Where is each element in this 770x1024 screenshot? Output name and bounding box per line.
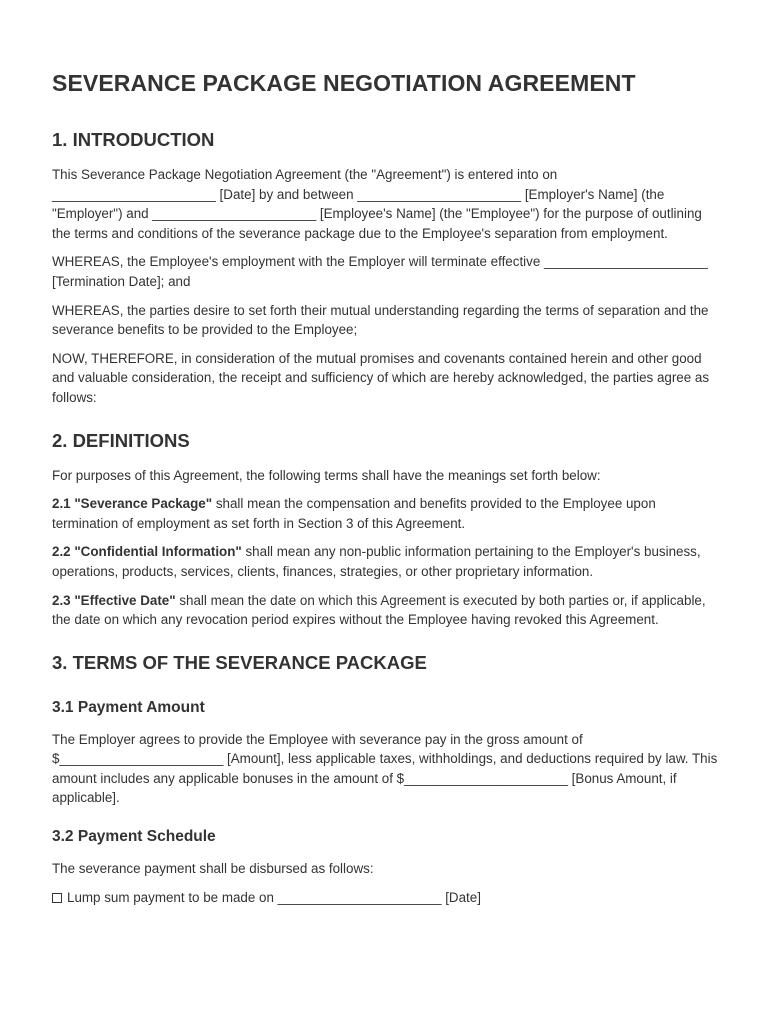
section-heading-introduction: 1. INTRODUCTION (52, 129, 215, 150)
definition-term: 2.1 "Severance Package" (52, 496, 213, 512)
introduction-paragraph: This Severance Package Negotiation Agreement (the "Agreement") is entered into on ______________________ [Date] by and between ______________________ [Employer's Name] (the "Employer") and ______________________ [Employee's Name] (the "Employee") for the purpose of outlining the terms and conditions of the severance package due to the Employee's separation from employment. (52, 167, 702, 241)
payment-amount-paragraph: The Employer agrees to provide the Employee with severance pay in the gross amount of $______________________ [Amount], less applicable taxes, withholdings, and deductions required by law. This amount includes any applicable bonuses in the amount of $______________________ [Bonus Amount, if applicable]. (52, 731, 718, 806)
now-therefore-paragraph: NOW, THEREFORE, in consideration of the mutual promises and covenants contained herein and other good and valuable consideration, the receipt and sufficiency of which are hereby acknowledged, the parties agree as follows: (52, 350, 710, 405)
section-heading-terms: 3. TERMS OF THE SEVERANCE PACKAGE (52, 651, 427, 673)
definition-term: 2.2 "Confidential Information" (52, 544, 242, 560)
document-page (52, 70, 722, 907)
definition-severance-package (52, 494, 722, 533)
definition-confidential-information (52, 542, 722, 581)
lump-sum-option (52, 888, 722, 908)
definitions-intro: For purposes of this Agreement, the following terms shall have the meanings set forth below: (52, 467, 601, 483)
definition-text: shall mean the date on which this Agreement is executed by both parties or, if applicable, the date on which any revocation period expires without the Employee having revoked this Agreement. (52, 592, 706, 628)
definition-text: shall mean any non-public information pertaining to the Employer's business, operations, products, services, clients, finances, strategies, or other proprietary information. (52, 544, 701, 579)
definition-effective-date (52, 591, 722, 630)
definition-term: 2.3 "Effective Date" (52, 592, 176, 608)
lump-sum-option-label: Lump sum payment to be made on ______________________ [Date] (67, 889, 481, 905)
subsection-heading-payment-schedule: 3.2 Payment Schedule (52, 828, 216, 846)
whereas-termination-paragraph: WHEREAS, the Employee's employment with the Employer will terminate effective ______________________ [Termination Date]; and (52, 254, 708, 289)
payment-schedule-intro: The severance payment shall be disbursed as follows: (52, 861, 374, 877)
section-heading-definitions: 2. DEFINITIONS (52, 429, 190, 451)
definition-text: shall mean the compensation and benefits provided to the Employee upon termination of employment as set forth in Section 3 of this Agreement. (52, 496, 656, 531)
checkbox-icon[interactable] (52, 893, 62, 903)
document-title: SEVERANCE PACKAGE NEGOTIATION AGREEMENT (52, 70, 636, 96)
whereas-mutual-paragraph: WHEREAS, the parties desire to set forth their mutual understanding regarding the terms of separation and the severance benefits to be provided to the Employee; (52, 302, 709, 338)
subsection-heading-payment-amount: 3.1 Payment Amount (52, 698, 205, 716)
